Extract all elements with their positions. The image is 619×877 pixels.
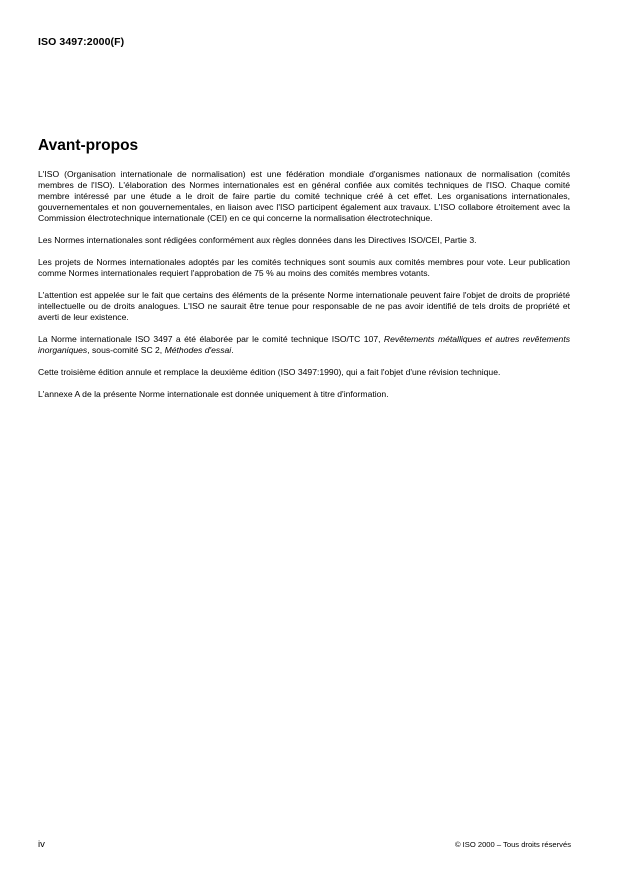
- paragraph-voting: Les projets de Normes internationales adoptés par les comités techniques sont soumis aux comités membres pour vote. Leur publication comme Normes internationales requiert l'approbation de 75 % au moins des comités membres votants.: [38, 256, 570, 278]
- page-title: Avant-propos: [38, 137, 139, 154]
- foreword-body: [38, 169, 570, 411]
- paragraph-directives: Les Normes internationales sont rédigées conformément aux règles données dans les Directives ISO/CEI, Partie 3.: [38, 234, 477, 245]
- paragraph-committee: [38, 334, 570, 356]
- committee-text-part2: , sous-comité SC 2,: [87, 344, 165, 355]
- copyright-notice: © ISO 2000 – Tous droits réservés: [454, 840, 571, 849]
- committee-title-italic: Revêtements métalliques et autres revêtements inorganiques: [38, 333, 570, 355]
- paragraph-edition: Cette troisième édition annule et remplace la deuxième édition (ISO 3497:1990), qui a fait l'objet d'une révision technique.: [38, 366, 501, 377]
- paragraph-iso-description: L'ISO (Organisation internationale de normalisation) est une fédération mondiale d'organismes nationaux de normalisation (comités membres de l'ISO). L'élaboration des Normes internationales est en général confiée aux comités techniques de l'ISO. Chaque comité membre intéressé par une étude a le droit de faire partie du comité technique créé à cet effet. Les organisations internationales, gouvernementales et non gouvernementales, en liaison avec l'ISO participent également aux travaux. L'ISO collabore étroitement avec la Commission électrotechnique internationale (CEI) en ce qui concerne la normalisation électrotechnique.: [38, 169, 570, 223]
- committee-text-part3: .: [231, 344, 234, 355]
- paragraph-patent-rights: L'attention est appelée sur le fait que certains des éléments de la présente Norme internationale peuvent faire l'objet de droits de propriété intellectuelle ou de droits analogues. L'ISO ne saurait être tenue pour responsable de ne pas avoir identifié de tels droits de propriété et averti de leur existence.: [38, 289, 570, 322]
- subcommittee-title-italic: Méthodes d'essai: [164, 344, 232, 355]
- paragraph-annex: L'annexe A de la présente Norme internationale est donnée uniquement à titre d'information.: [38, 388, 389, 399]
- document-id-header: ISO 3497:2000(F): [38, 36, 125, 48]
- committee-text-part1: La Norme internationale ISO 3497 a été élaborée par le comité technique ISO/TC 107,: [38, 333, 384, 344]
- page-number: iv: [38, 839, 45, 850]
